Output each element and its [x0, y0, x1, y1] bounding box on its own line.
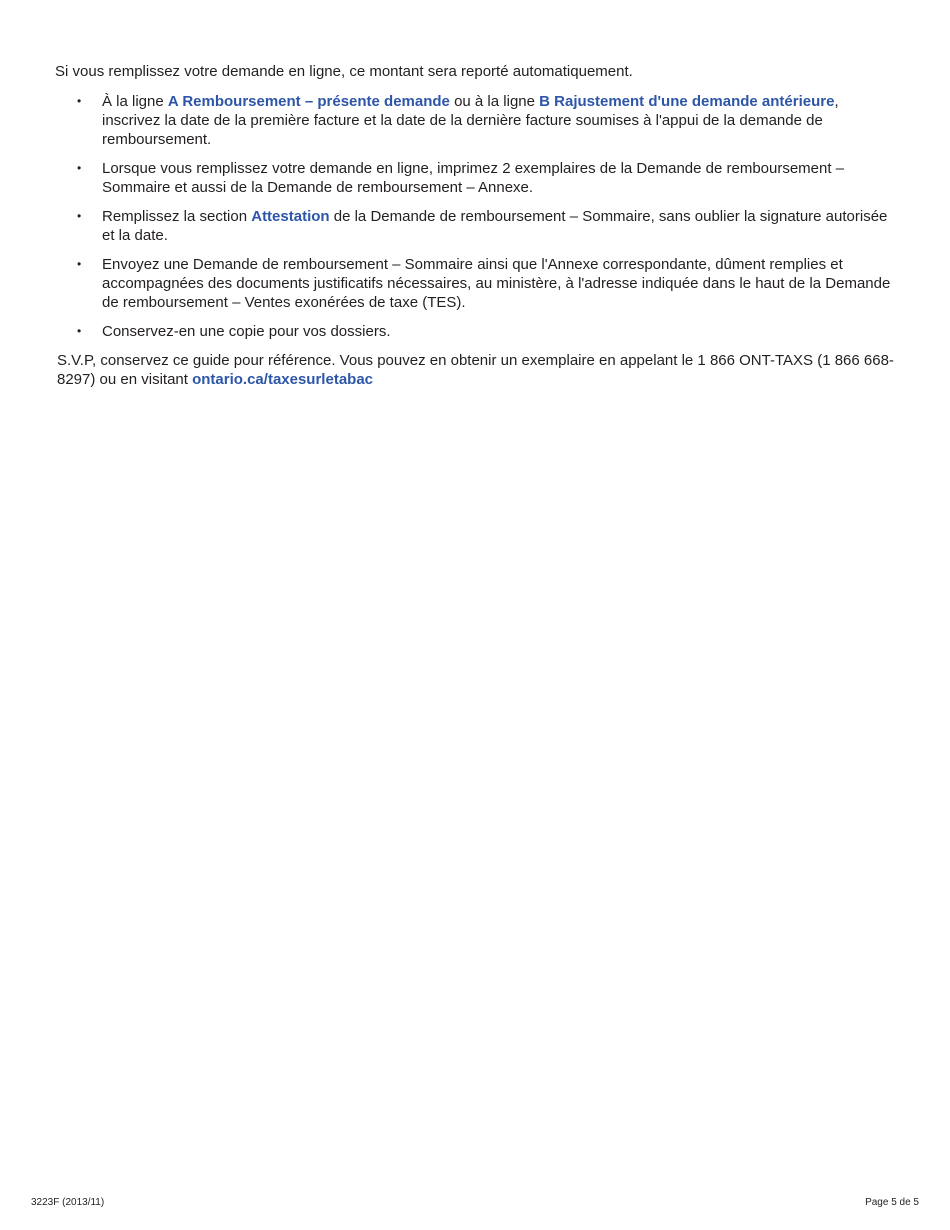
bullet-icon: •	[77, 161, 82, 175]
bullet-icon: •	[77, 94, 82, 108]
form-id: 3223F (2013/11)	[31, 1197, 105, 1208]
bullet-icon: •	[77, 209, 82, 223]
document-body	[55, 62, 895, 389]
highlight-attestation: Attestation	[251, 208, 330, 225]
ontario-link[interactable]: ontario.ca/taxesurletabac	[192, 371, 374, 388]
closing-text: S.V.P, conservez ce guide pour référence. Vous pouvez en obtenir un exemplaire en appelant le 1 866 ONT-TAXS (1 866 668-8297) ou en visitant	[57, 352, 894, 388]
item-text: À la ligne	[102, 93, 168, 110]
list-item	[55, 322, 895, 341]
list-item	[55, 207, 895, 245]
item-text: , inscrivez la date de la première facture et la date de la dernière facture soumises à l'appui de la demande de remboursement.	[102, 93, 839, 148]
item-text: Remplissez la section	[102, 208, 252, 225]
list-item	[55, 92, 895, 149]
intro-paragraph: Si vous remplissez votre demande en ligne, ce montant sera reporté automatiquement.	[55, 63, 633, 80]
closing-paragraph	[55, 351, 895, 389]
item-text: de la Demande de remboursement – Sommaire, sans oublier la signature autorisée et la date.	[102, 208, 888, 244]
item-text: Lorsque vous remplissez votre demande en ligne, imprimez 2 exemplaires de la Demande de remboursement – Sommaire et aussi de la Demande de remboursement – Annexe.	[102, 160, 845, 196]
item-text: ou à la ligne	[449, 93, 540, 110]
list-item	[55, 255, 895, 312]
highlight-line-a: A Remboursement – présente demande	[167, 93, 450, 110]
item-text: Conservez-en une copie pour vos dossiers.	[102, 323, 391, 340]
page-number: Page 5 de 5	[865, 1197, 919, 1208]
bullet-icon: •	[77, 324, 82, 338]
instruction-list	[55, 92, 895, 341]
bullet-icon: •	[77, 257, 82, 271]
list-item	[55, 159, 895, 197]
highlight-line-b: B Rajustement d'une demande antérieure	[539, 93, 835, 110]
item-text: Envoyez une Demande de remboursement – Sommaire ainsi que l'Annexe correspondante, dûment remplies et accompagnées des documents justificatifs nécessaires, au ministère, à l'adresse indiquée dans le haut de la Demande de remboursement – Ventes exonérées de taxe (TES).	[102, 256, 891, 311]
